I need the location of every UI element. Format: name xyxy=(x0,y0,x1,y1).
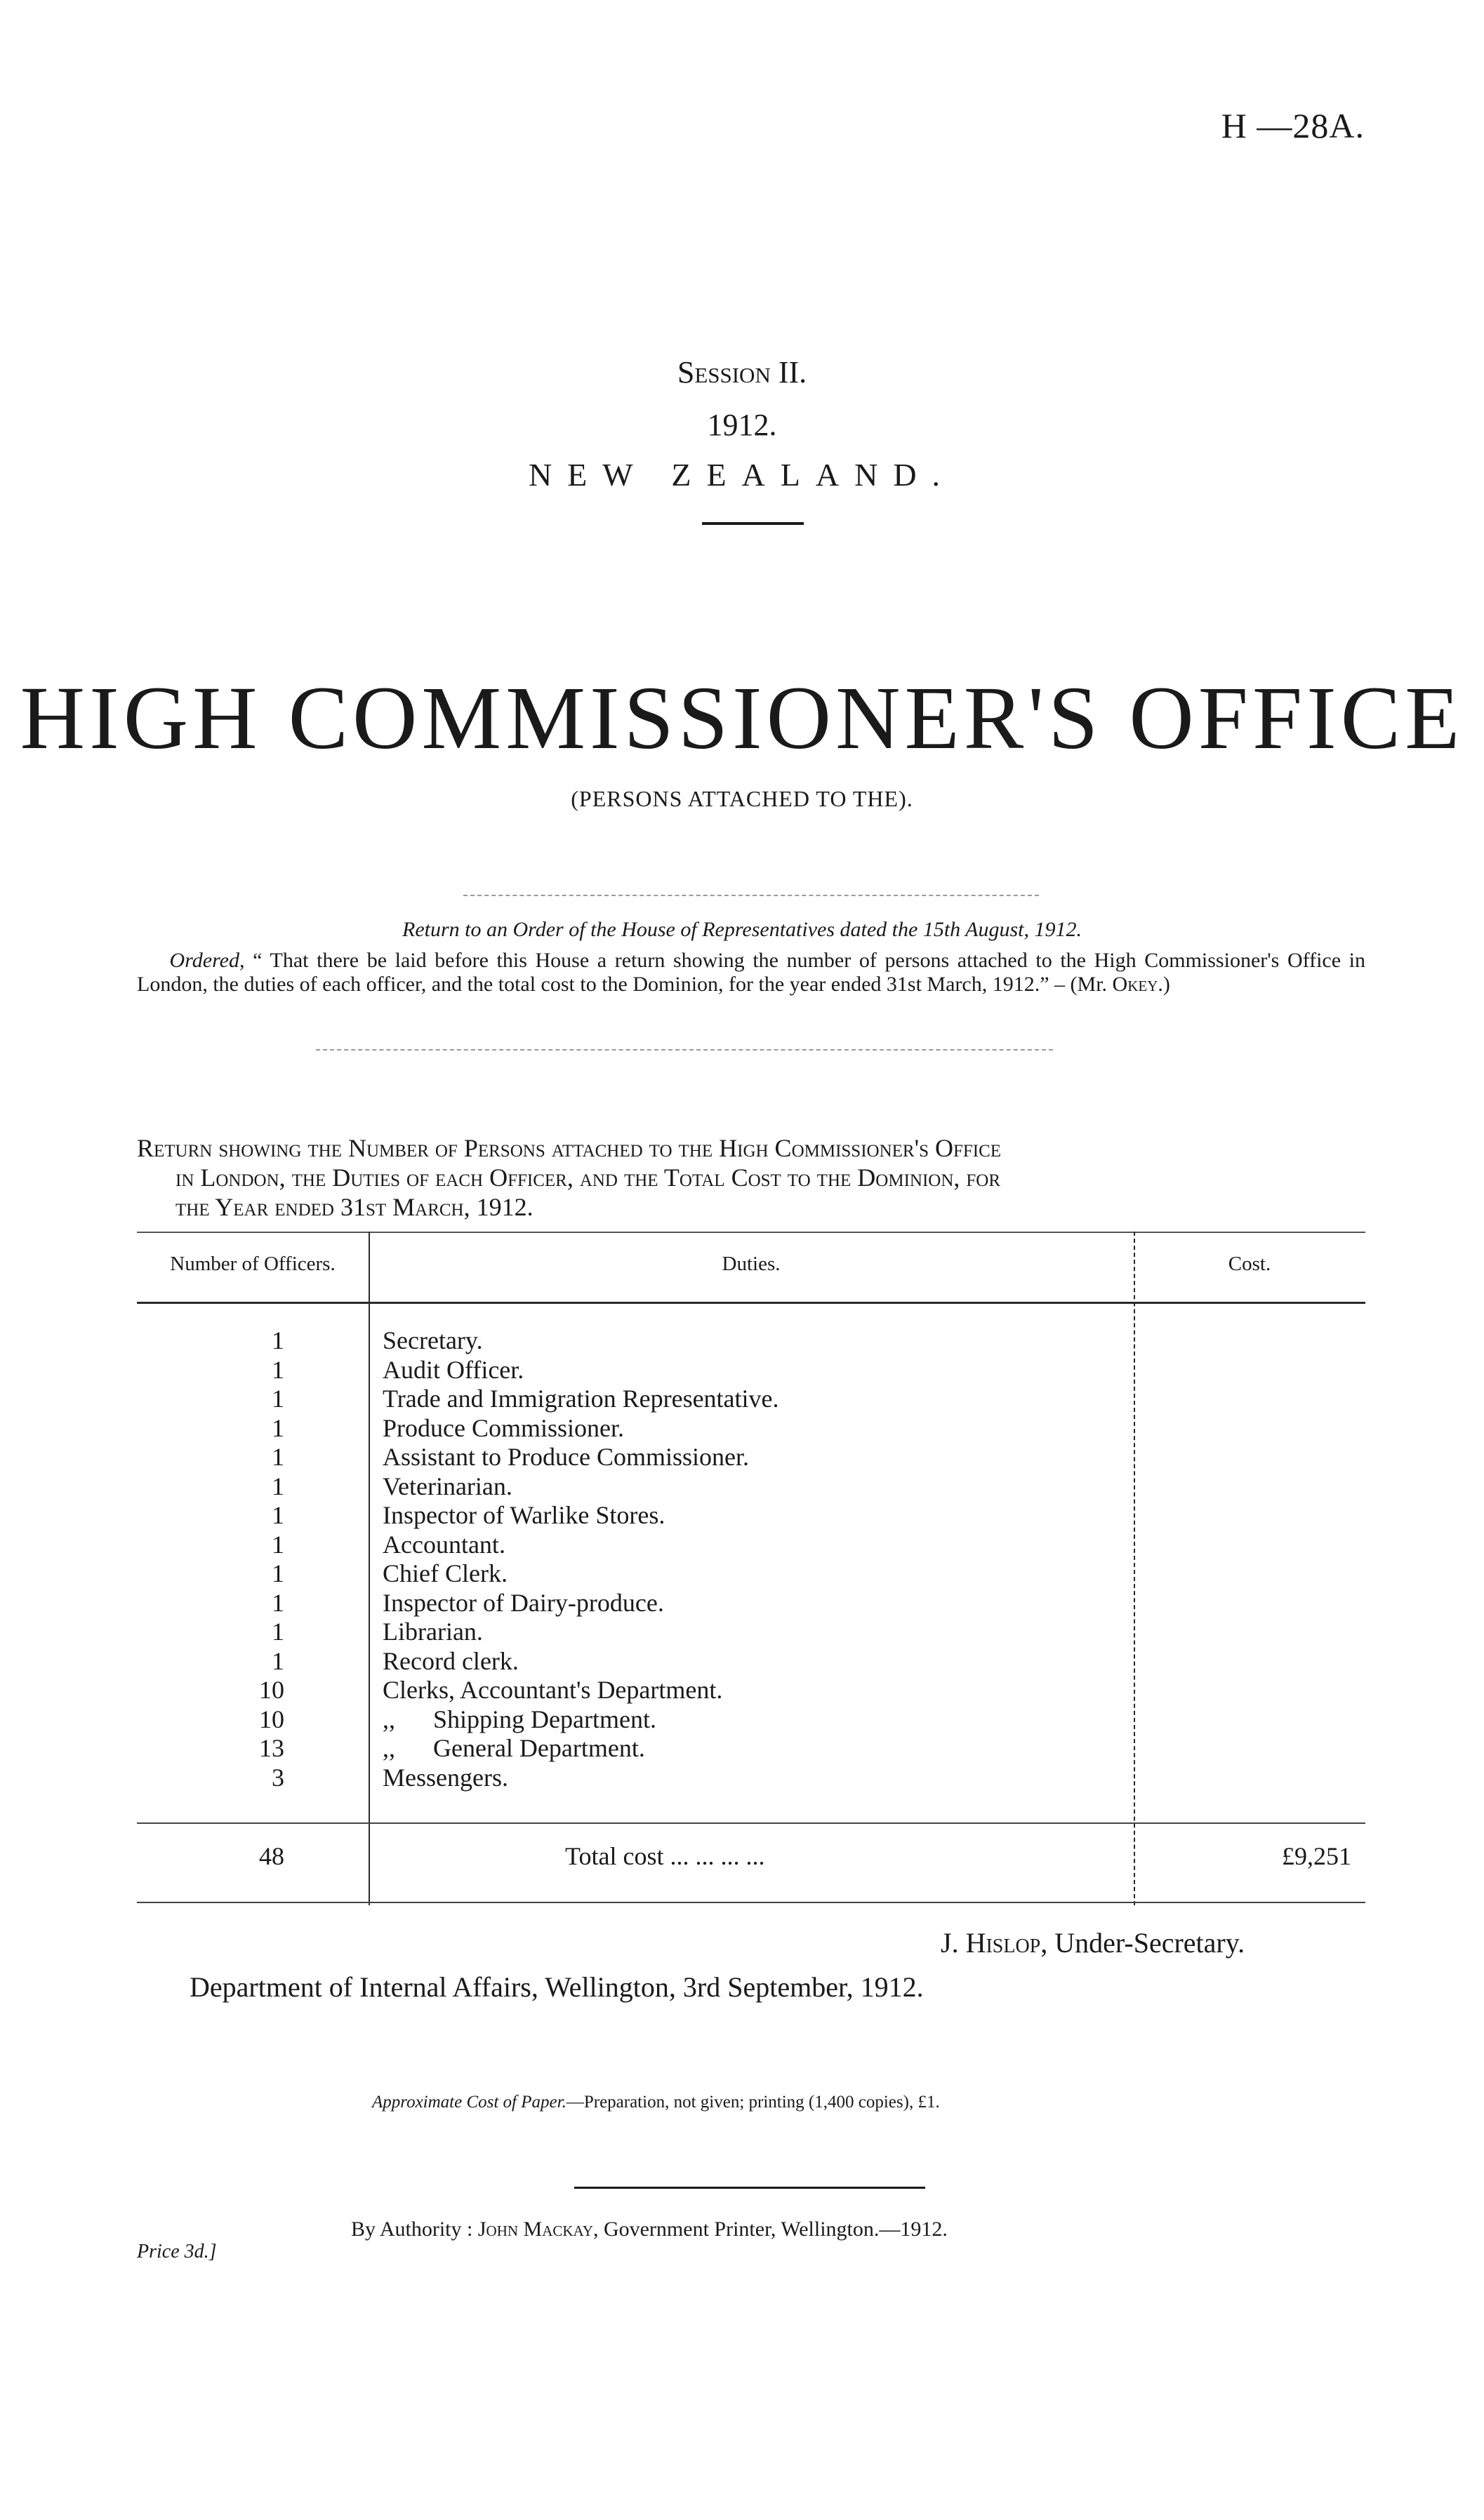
authority-prefix: By Authority : xyxy=(351,2218,478,2241)
row-duty: Clerks, Accountant's Department. xyxy=(383,1676,723,1704)
column-rule xyxy=(1134,1232,1135,1905)
price-note: Price 3d.] xyxy=(137,2241,217,2262)
row-duty: Record clerk. xyxy=(383,1646,519,1675)
signatory-title: Under-Secretary. xyxy=(1047,1927,1245,1959)
order-text: “ That there be laid before this House a return showing the number of persons attached to the High Commissioner's Office in London, the duties of each officer, and the total cost to the Dominion, for the year ended 31st March, 1912.” – (Mr. xyxy=(137,949,1365,996)
heading-line-1: Return showing the Number of Persons attached to the High Commissioner's Office xyxy=(137,1134,1002,1162)
header-number: Number of Officers. xyxy=(170,1253,336,1275)
row-number: 1 xyxy=(272,1618,284,1646)
row-number: 1 xyxy=(272,1413,284,1442)
row-number: 1 xyxy=(272,1588,284,1617)
row-duty: Chief Clerk. xyxy=(383,1559,508,1587)
row-duty: Inspector of Warlike Stores. xyxy=(383,1501,665,1529)
paper-cost-note xyxy=(372,2093,940,2112)
order-label: Ordered, xyxy=(169,949,245,972)
row-number: 1 xyxy=(272,1326,284,1354)
document-reference: H —28A. xyxy=(1221,106,1365,145)
row-number: 1 xyxy=(272,1646,284,1675)
order-member: Okey xyxy=(1112,973,1158,996)
row-number: 10 xyxy=(259,1705,284,1733)
row-duty: Secretary. xyxy=(383,1326,483,1354)
table-top-rule xyxy=(137,1232,1365,1233)
row-duty: Messengers. xyxy=(383,1763,508,1792)
heading-line-3: the Year ended 31st March, 1912. xyxy=(175,1193,534,1221)
total-cost: £9,251 xyxy=(1282,1842,1351,1870)
authority-suffix: Government Printer, Wellington.—1912. xyxy=(598,2218,948,2241)
paper-cost-text: —Preparation, not given; printing (1,400 copies), £1. xyxy=(566,2093,940,2112)
return-heading xyxy=(137,1133,1365,1222)
total-label: Total cost ... ... ... ... xyxy=(565,1842,765,1870)
header-duties: Duties. xyxy=(722,1253,781,1275)
row-duty: Assistant to Produce Commissioner. xyxy=(383,1443,749,1471)
total-number: 48 xyxy=(259,1842,284,1870)
return-order-line: Return to an Order of the House of Representatives dated the 15th August, 1912. xyxy=(402,918,1082,941)
total-rule xyxy=(137,1822,1365,1824)
row-number: 1 xyxy=(272,1355,284,1384)
paper-cost-label: Approximate Cost of Paper. xyxy=(372,2093,567,2112)
dashed-divider xyxy=(463,895,1039,896)
order-close: .) xyxy=(1158,973,1170,996)
row-number: 10 xyxy=(259,1676,284,1704)
row-number: 1 xyxy=(272,1559,284,1587)
authority-divider xyxy=(574,2187,925,2189)
heading-line-2: in London, the Duties of each Officer, and the Total Cost to the Dominion, for xyxy=(175,1164,1001,1192)
session-label: Session II. xyxy=(677,355,807,389)
row-duty: Librarian. xyxy=(383,1618,483,1646)
header-cost: Cost. xyxy=(1228,1253,1271,1275)
department-line: Department of Internal Affairs, Wellington, 3rd September, 1912. xyxy=(190,1971,924,2003)
row-duty: Audit Officer. xyxy=(383,1355,524,1384)
order-paragraph xyxy=(137,949,1365,996)
row-duty: ,, General Department. xyxy=(383,1734,645,1762)
signatory-name: J. Hislop, xyxy=(941,1927,1048,1959)
authority-line xyxy=(351,2218,948,2241)
document-subtitle: (PERSONS ATTACHED TO THE). xyxy=(571,786,913,811)
printer-name: John Mackay, xyxy=(477,2218,599,2241)
row-number: 1 xyxy=(272,1385,284,1413)
signature xyxy=(941,1926,1245,1959)
return-table xyxy=(137,1232,1365,1905)
row-duty: Accountant. xyxy=(383,1530,505,1559)
document-title: HIGH COMMISSIONER'S OFFICE xyxy=(20,668,1464,768)
row-number: 1 xyxy=(272,1530,284,1559)
row-duty: Inspector of Dairy-produce. xyxy=(383,1588,664,1617)
row-number: 3 xyxy=(272,1763,284,1792)
row-number: 1 xyxy=(272,1501,284,1529)
row-number: 1 xyxy=(272,1443,284,1471)
header-rule xyxy=(137,1302,1365,1304)
table-bottom-rule xyxy=(137,1902,1365,1903)
row-number: 1 xyxy=(272,1472,284,1500)
row-number: 13 xyxy=(259,1734,284,1762)
row-duty: Trade and Immigration Representative. xyxy=(383,1385,779,1413)
country-label: NEW ZEALAND. xyxy=(528,457,956,493)
row-duty: ,, Shipping Department. xyxy=(383,1705,656,1733)
dashed-divider xyxy=(316,1049,1053,1051)
title-divider xyxy=(702,522,804,525)
year-label: 1912. xyxy=(707,408,777,442)
row-duty: Produce Commissioner. xyxy=(383,1413,624,1442)
column-rule xyxy=(369,1232,370,1905)
row-duty: Veterinarian. xyxy=(383,1472,512,1500)
